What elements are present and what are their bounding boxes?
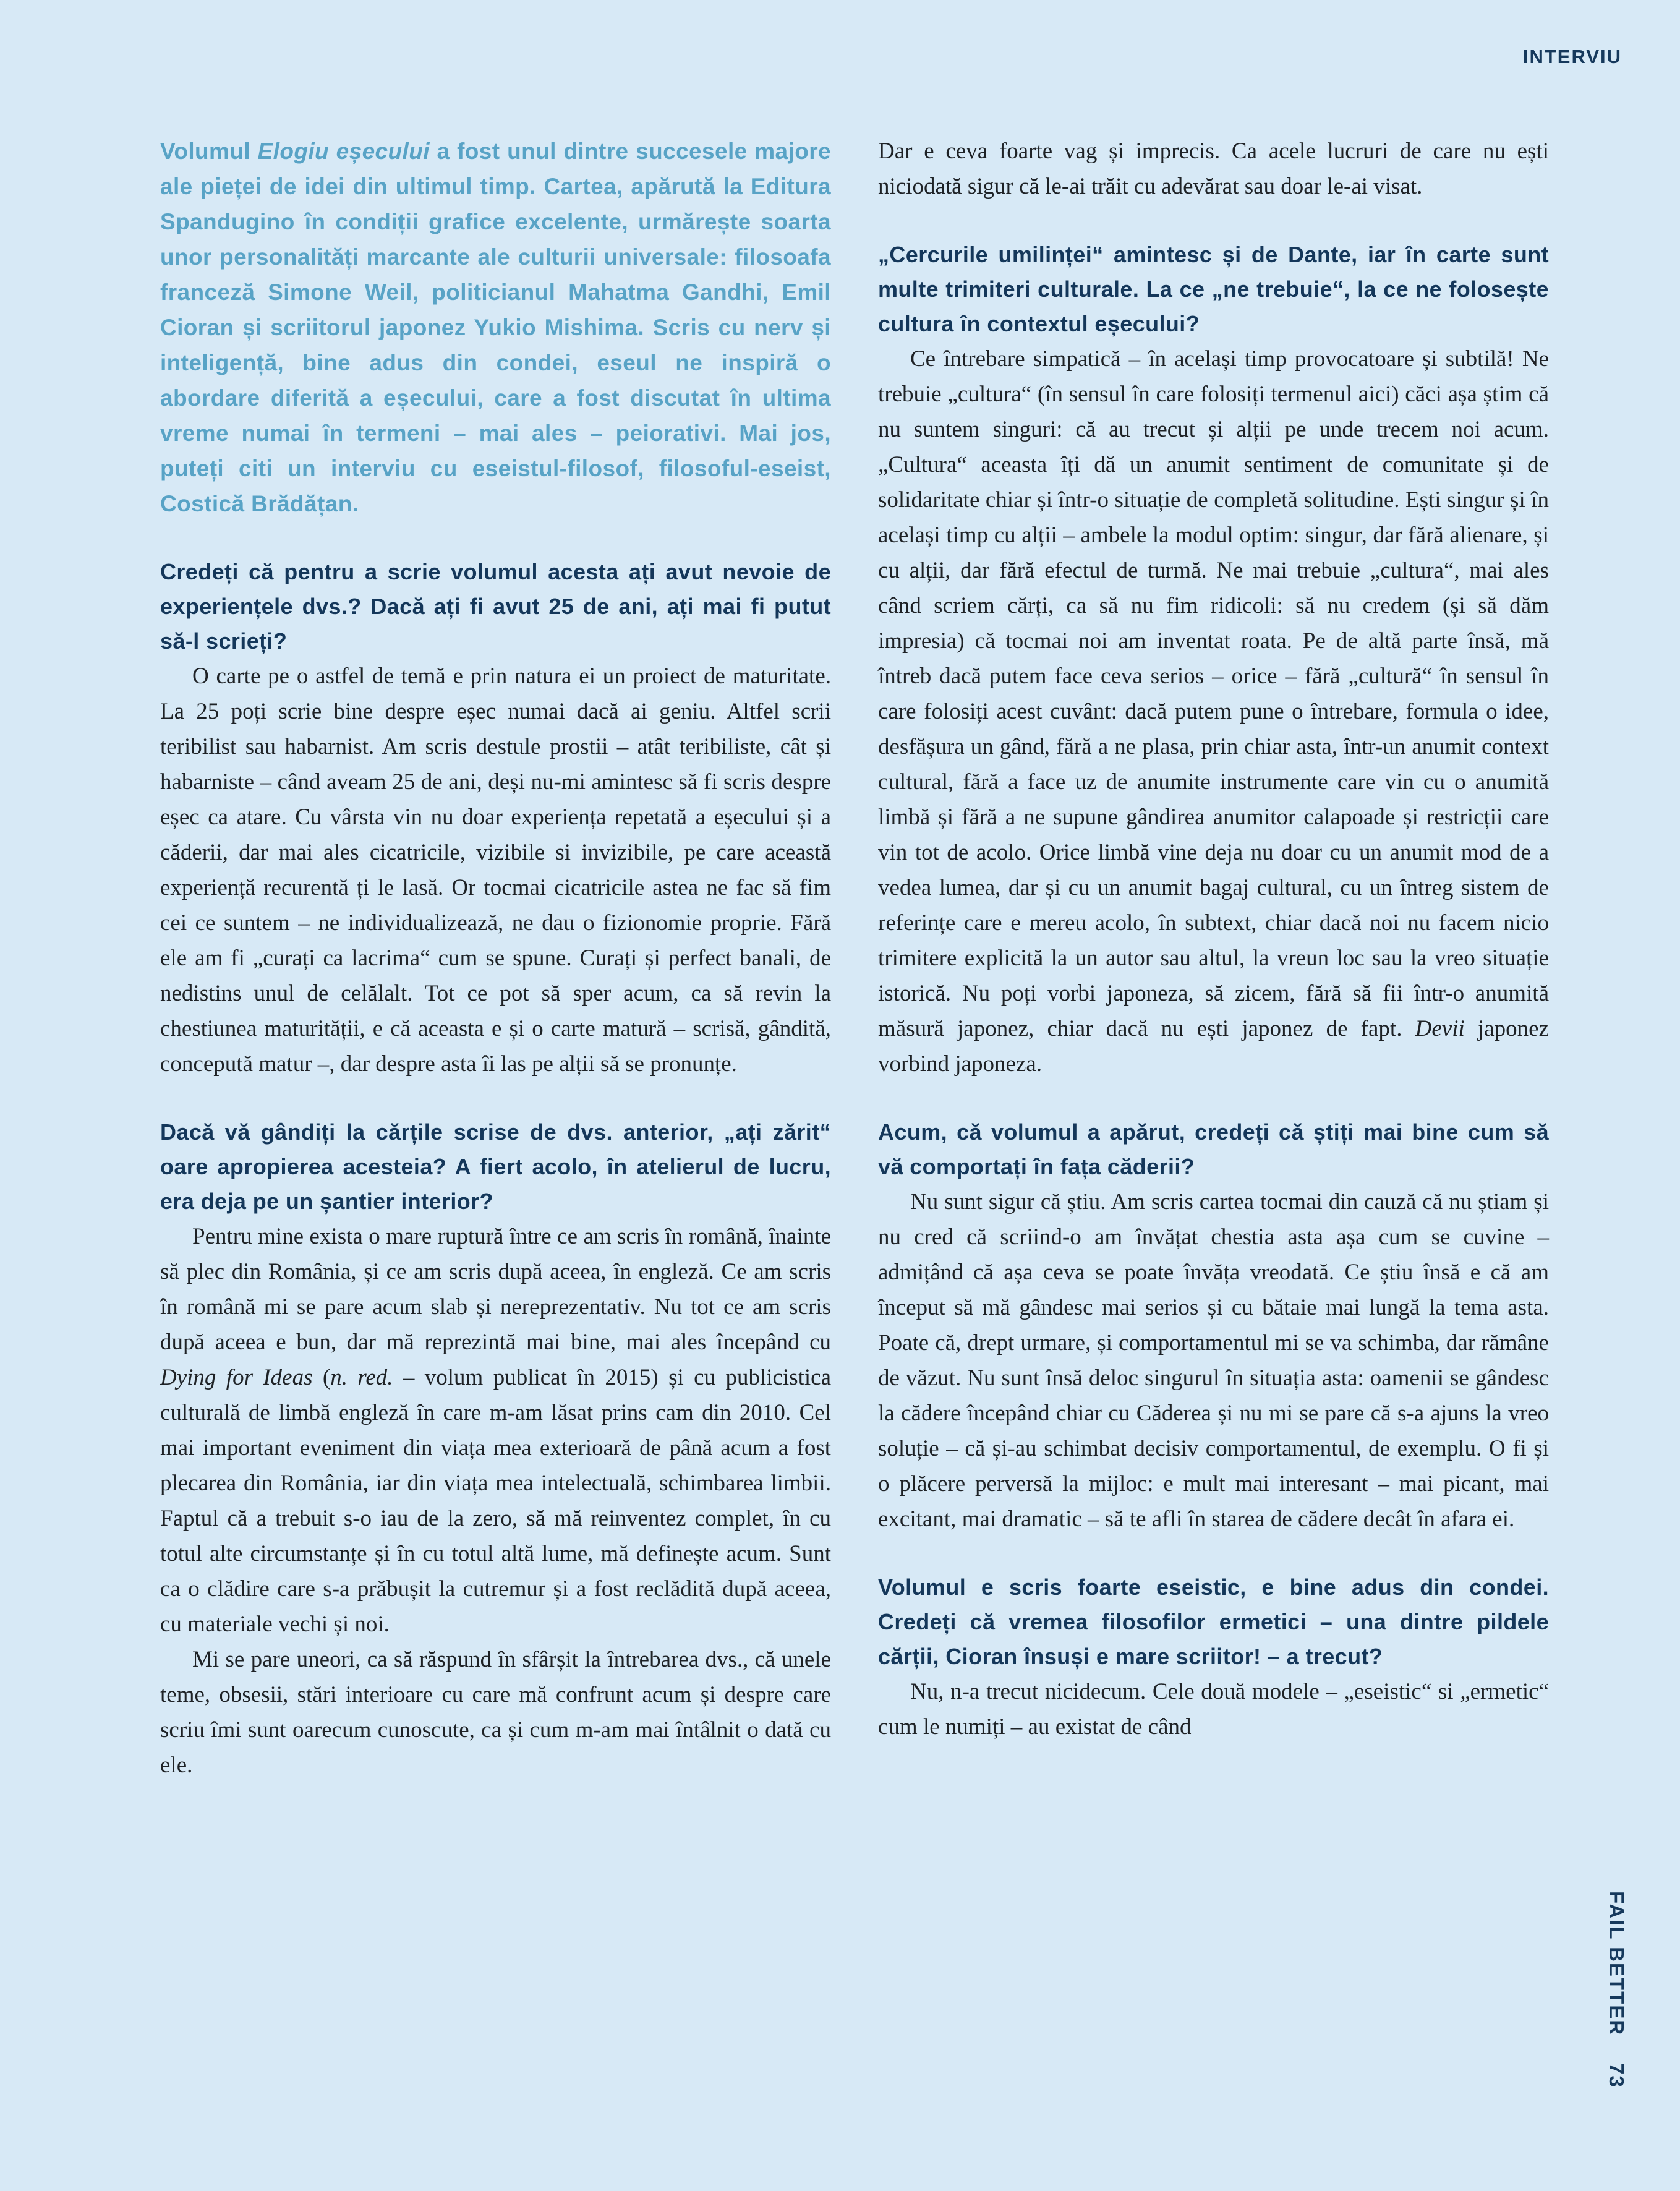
interview-question: „Cercurile umilinței“ amintesc și de Dante, iar în carte sunt multe trimiteri culturale. La ce „ne trebuie“, la ce ne folosește cultura în contextul eșecului? — [878, 242, 1549, 336]
article-column-right — [878, 134, 1549, 1783]
page-margin-rail — [1605, 1891, 1628, 2088]
section-header: INTERVIU — [1522, 46, 1622, 67]
interview-question: Dacă vă gândiți la cărțile scrise de dvs. anterior, „ați zărit“ oare apropierea acesteia? A fiert acolo, în atelierul de lucru, era deja pe un șantier interior? — [160, 1119, 831, 1214]
answer-paragraph: O carte pe o astfel de temă e prin natura ei un proiect de maturitate. La 25 poți scrie bine despre eșec numai dacă ai geniu. Altfel scrii teribilist sau habarnist. Am scris destule prostii – atât teribiliste, cât și habarniste – când aveam 25 de ani, deși nu-mi amintesc să fi scris despre eșec ca atare. Cu vârsta vin nu doar experiența repetată a eșecului și a căderii, dar mai ales cicatricile, vizibile si invizibile, pe care această experiență recurentă ți le lasă. Or tocmai cicatricile astea ne fac să fim cei ce suntem – ne individualizează, ne dau o fizionomie proprie. Fără ele am fi „curați ca lacrima“ cum se spune. Curați și perfect banali, de nedistins unul de celălalt. Tot ce pot să sper acum, ca să revin la chestiunea maturității, e că aceasta e și o carte matură – scrisă, gândită, concepută matur –, dar despre asta îi las pe alții să se pronunțe. — [160, 664, 831, 1077]
interview-question: Volumul e scris foarte eseistic, e bine adus din condei. Credeți că vremea filosofilor ermetici – una dintre pildele cărții, Cioran însuși e mare scriitor! – a trecut? — [878, 1574, 1549, 1669]
article-lede: Volumul Elogiu eșecului a fost unul dintre succesele majore ale pieței de idei din ultimul timp. Cartea, apărută la Editura Spandugino în condiții grafice excelente, urmărește soarta unor personalități marcante ale culturii universale: filosoafa franceză Simone Weil, politicianul Mahatma Gandhi, Emil Cioran și scriitorul japonez Yukio Mishima. Scris cu nerv și inteligență, bine adus din condei, eseul ne inspiră o abordare diferită a eșecului, care a fost discutat în ultima vreme numai în termeni – mai ales – peiorativi. Mai jos, puteți citi un interviu cu eseistul-filosof, filosoful-eseist, Costică Brădățan. — [160, 139, 831, 516]
interview-question: Credeți că pentru a scrie volumul acesta ați avut nevoie de experiențele dvs.? Dacă ați fi avut 25 de ani, ați mai fi putut să-l scrieți? — [160, 559, 831, 654]
answer-paragraph: Dar e ceva foarte vag și imprecis. Ca acele lucruri de care nu ești niciodată sigur că le-ai trăit cu adevărat sau doar le-ai visat. — [878, 139, 1549, 199]
article-column-left — [160, 134, 831, 1783]
italic-text: Elogiu eșecului — [257, 139, 430, 164]
italic-text: n. red. — [330, 1365, 393, 1390]
page-number: 73 — [1605, 2063, 1628, 2088]
answer-paragraph: Nu sunt sigur că știu. Am scris cartea tocmai din cauză că nu știam și nu cred că scriind-o am învățat chestia asta așa cum se cuvine – admițând că așa ceva se poate învăța vreodată. Ce știu însă e că am început să mă gândesc mai serios și cu bătaie mai lungă la tema asta. Poate că, drept urmare, și comportamentul mi se va schimba, dar rămâne de văzut. Nu sunt însă deloc singurul în situația asta: oamenii se gândesc la cădere începând chiar cu Căderea și nu mi se pare că s-a ajuns la vreo soluție – că și-au schimbat decisiv comportamentul, de exemplu. O fi și o plăcere perversă la mijloc: e mult mai interesant – mai picant, mai excitant, mai dramatic – să te afli în starea de cădere decât în afara ei. — [878, 1189, 1549, 1532]
answer-paragraph: Ce întrebare simpatică – în același timp provocatoare și subtilă! Ne trebuie „cultura“ (în sensul în care folosiți termenul aici) căci așa știm că nu suntem singuri: că au trecut și alții pe unde trecem noi acum. „Cultura“ aceasta îți dă un anumit sentiment de comunitate și de solidaritate chiar și într-o situație de completă solitudine. Ești singur și în același timp cu alții – ambele la modul optim: singur, dar fără alienare, și cu alții, dar fără efectul de turmă. Ne mai trebuie „cultura“, mai ales când scriem cărți, ca să nu fim ridicoli: să nu credem (și să dăm impresia) că tocmai noi am inventat roata. Pe de altă parte însă, mă întreb dacă putem face ceva serios – orice – fără „cultură“ în sensul în care folosiți acest cuvânt: dacă putem pune o întrebare, formula o idee, desfășura un gând, fără a ne plasa, prin chiar asta, într-un anumit context cultural, fără a face uz de anumite instrumente care vin cu o anumită limbă și fără a ne supune gândirea anumitor calapoade și restricții care vin tot de acolo. Orice limbă vine deja nu doar cu un anumit mod de a vedea lumea, dar și cu un anumit bagaj cultural, cu un întreg sistem de referințe care e mereu acolo, în subtext, chiar dacă noi nu facem nicio trimitere explicită la un autor sau altul, la vreun loc sau la vreo situație istorică. Nu poți vorbi japoneza, să zicem, fără să fii într-o anumită măsură japonez, chiar dacă nu ești japonez de fapt. Devii japonez vorbind japoneza. — [878, 346, 1549, 1077]
interview-question: Acum, că volumul a apărut, credeți că știți mai bine cum să vă comportați în fața căderii? — [878, 1119, 1549, 1179]
article-body — [160, 134, 1549, 1783]
answer-paragraph: Mi se pare uneori, ca să răspund în sfârșit la întrebarea dvs., că unele teme, obsesii, stări interioare cu care mă confrunt acum și despre care scriu îmi sunt oarecum cunoscute, ca și cum m-am mai întâlnit o dată cu ele. — [160, 1647, 831, 1778]
answer-paragraph: Pentru mine exista o mare ruptură între ce am scris în română, înainte să plec din România, și ce am scris după aceea, în engleză. Ce am scris în română mi se pare acum slab și nereprezentativ. Nu tot ce am scris după aceea e bun, dar mă reprezintă mai bine, mai ales începând cu Dying for Ideas (n. red. – volum publicat în 2015) și cu publicistica culturală de limbă engleză în care m-am lăsat prins cam din 2010. Cel mai important eveniment din viața mea exterioară de până acum a fost plecarea din România, iar din viața mea intelectuală, schimbarea limbii. Faptul că a trebuit s-o iau de la zero, să mă reinventez complet, în cu totul alte circumstanțe și în cu totul altă lume, mă definește acum. Sunt ca o clădire care s-a prăbușit la cutremur și a fost reclădită după aceea, cu materiale vechi și noi. — [160, 1224, 832, 1637]
italic-text: Devii — [1415, 1016, 1465, 1041]
italic-text: Dying for Ideas — [160, 1365, 313, 1390]
rubric-vertical-label: FAIL BETTER — [1605, 1891, 1628, 2036]
answer-paragraph: Nu, n-a trecut nicidecum. Cele două modele – „eseistic“ si „ermetic“ cum le numiți – au existat de când — [878, 1679, 1549, 1740]
